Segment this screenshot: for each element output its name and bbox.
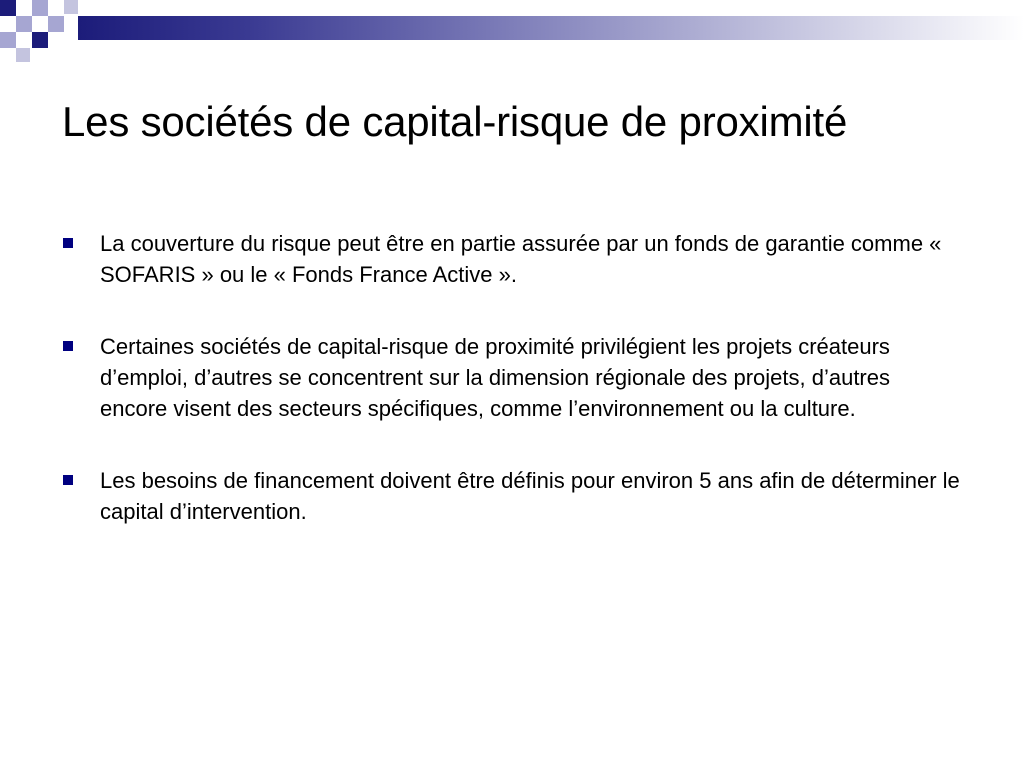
square-bullet-icon [63,238,73,248]
bullet-text: La couverture du risque peut être en partie assurée par un fonds de garantie comme « SOFARIS » ou le « Fonds France Active ». [100,231,942,287]
slide-title: Les sociétés de capital-risque de proximité [62,98,848,145]
list-item [62,228,962,290]
bullet-list [62,228,962,568]
bullet-text: Certaines sociétés de capital-risque de proximité privilégient les projets créateurs d’emploi, d’autres se concentrent sur la dimension régionale des projets, d’autres encore visent des secteurs spécifiques, comme l’environnement ou la culture. [100,334,890,421]
list-item [62,331,962,424]
square-bullet-icon [63,341,73,351]
bullet-text: Les besoins de financement doivent être définis pour environ 5 ans afin de déterminer le capital d’intervention. [100,468,960,524]
square-bullet-icon [63,475,73,485]
title-band [78,16,1024,40]
list-item [62,465,962,527]
